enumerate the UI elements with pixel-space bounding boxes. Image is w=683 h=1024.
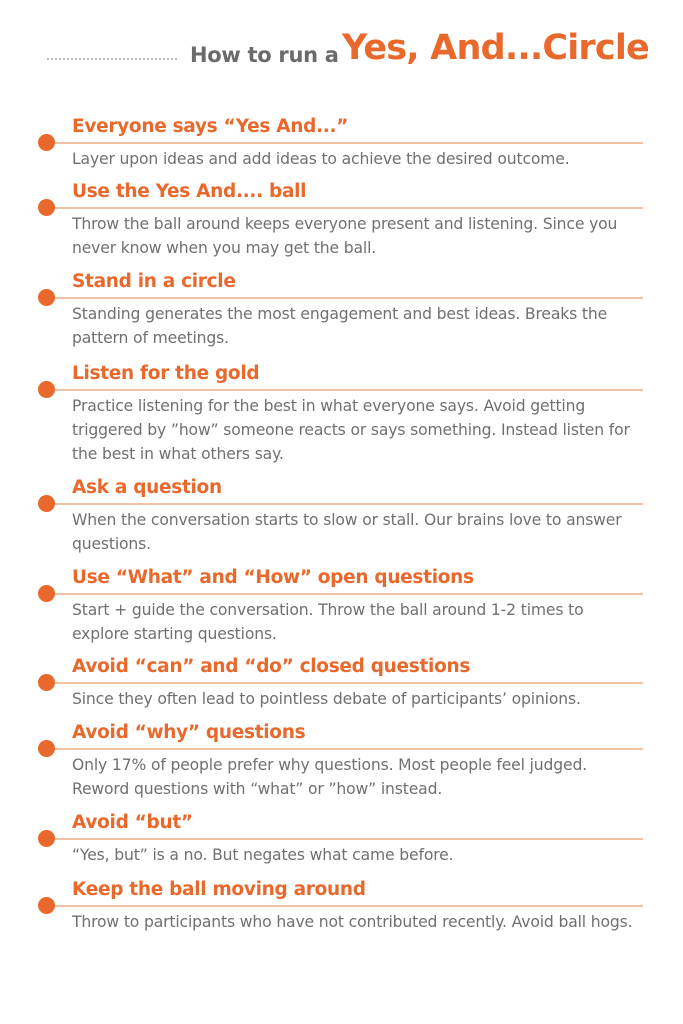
bullet-dot-icon xyxy=(38,134,55,151)
title-prefix: How to run a xyxy=(190,43,339,67)
title-highlight: Yes, And...Circle xyxy=(342,28,649,68)
item-heading: Ask a question xyxy=(72,477,222,498)
bullet-dot-icon xyxy=(38,289,55,306)
dotted-divider xyxy=(47,58,177,60)
divider-line xyxy=(46,593,643,595)
item-heading: Use the Yes And.... ball xyxy=(72,181,307,202)
item-body: Start + guide the conversation. Throw the ball around 1-2 times to explore starting questions. xyxy=(72,601,584,643)
item-heading: Listen for the gold xyxy=(72,363,260,384)
item-heading: Use “What” and “How” open questions xyxy=(72,567,474,588)
page-header xyxy=(0,28,683,88)
divider-line xyxy=(46,389,643,391)
bullet-dot-icon xyxy=(38,830,55,847)
bullet-dot-icon xyxy=(38,585,55,602)
item-heading: Keep the ball moving around xyxy=(72,879,366,900)
divider-line xyxy=(46,748,643,750)
bullet-dot-icon xyxy=(38,740,55,757)
divider-line xyxy=(46,905,643,907)
bullet-dot-icon xyxy=(38,897,55,914)
item-body: Throw the ball around keeps everyone present and listening. Since you never know when you may get the ball. xyxy=(72,215,618,257)
item-body: Throw to participants who have not contributed recently. Avoid ball hogs. xyxy=(72,913,633,931)
divider-line xyxy=(46,297,643,299)
item-heading: Stand in a circle xyxy=(72,271,236,292)
item-body: Practice listening for the best in what everyone says. Avoid getting triggered by ”how” someone reacts or says something. Instead listen for the best in what others say. xyxy=(72,397,630,463)
divider-line xyxy=(46,503,643,505)
item-body: Since they often lead to pointless debate of participants’ opinions. xyxy=(72,690,581,708)
item-body: Only 17% of people prefer why questions. Most people feel judged. Reword questions with “what” or ”how” instead. xyxy=(72,756,588,798)
item-body: Standing generates the most engagement and best ideas. Breaks the pattern of meetings. xyxy=(72,305,608,347)
item-body: When the conversation starts to slow or stall. Our brains love to answer questions. xyxy=(72,511,622,553)
bullet-dot-icon xyxy=(38,381,55,398)
item-body: Layer upon ideas and add ideas to achieve the desired outcome. xyxy=(72,150,570,168)
bullet-dot-icon xyxy=(38,495,55,512)
item-body: “Yes, but” is a no. But negates what came before. xyxy=(72,846,454,864)
item-heading: Avoid “why” questions xyxy=(72,722,306,743)
item-heading: Avoid “can” and “do” closed questions xyxy=(72,656,471,677)
item-heading: Everyone says “Yes And...” xyxy=(72,116,349,137)
divider-line xyxy=(46,838,643,840)
divider-line xyxy=(46,682,643,684)
divider-line xyxy=(46,207,643,209)
bullet-dot-icon xyxy=(38,199,55,216)
divider-line xyxy=(46,142,643,144)
bullet-dot-icon xyxy=(38,674,55,691)
item-heading: Avoid “but” xyxy=(72,812,193,833)
